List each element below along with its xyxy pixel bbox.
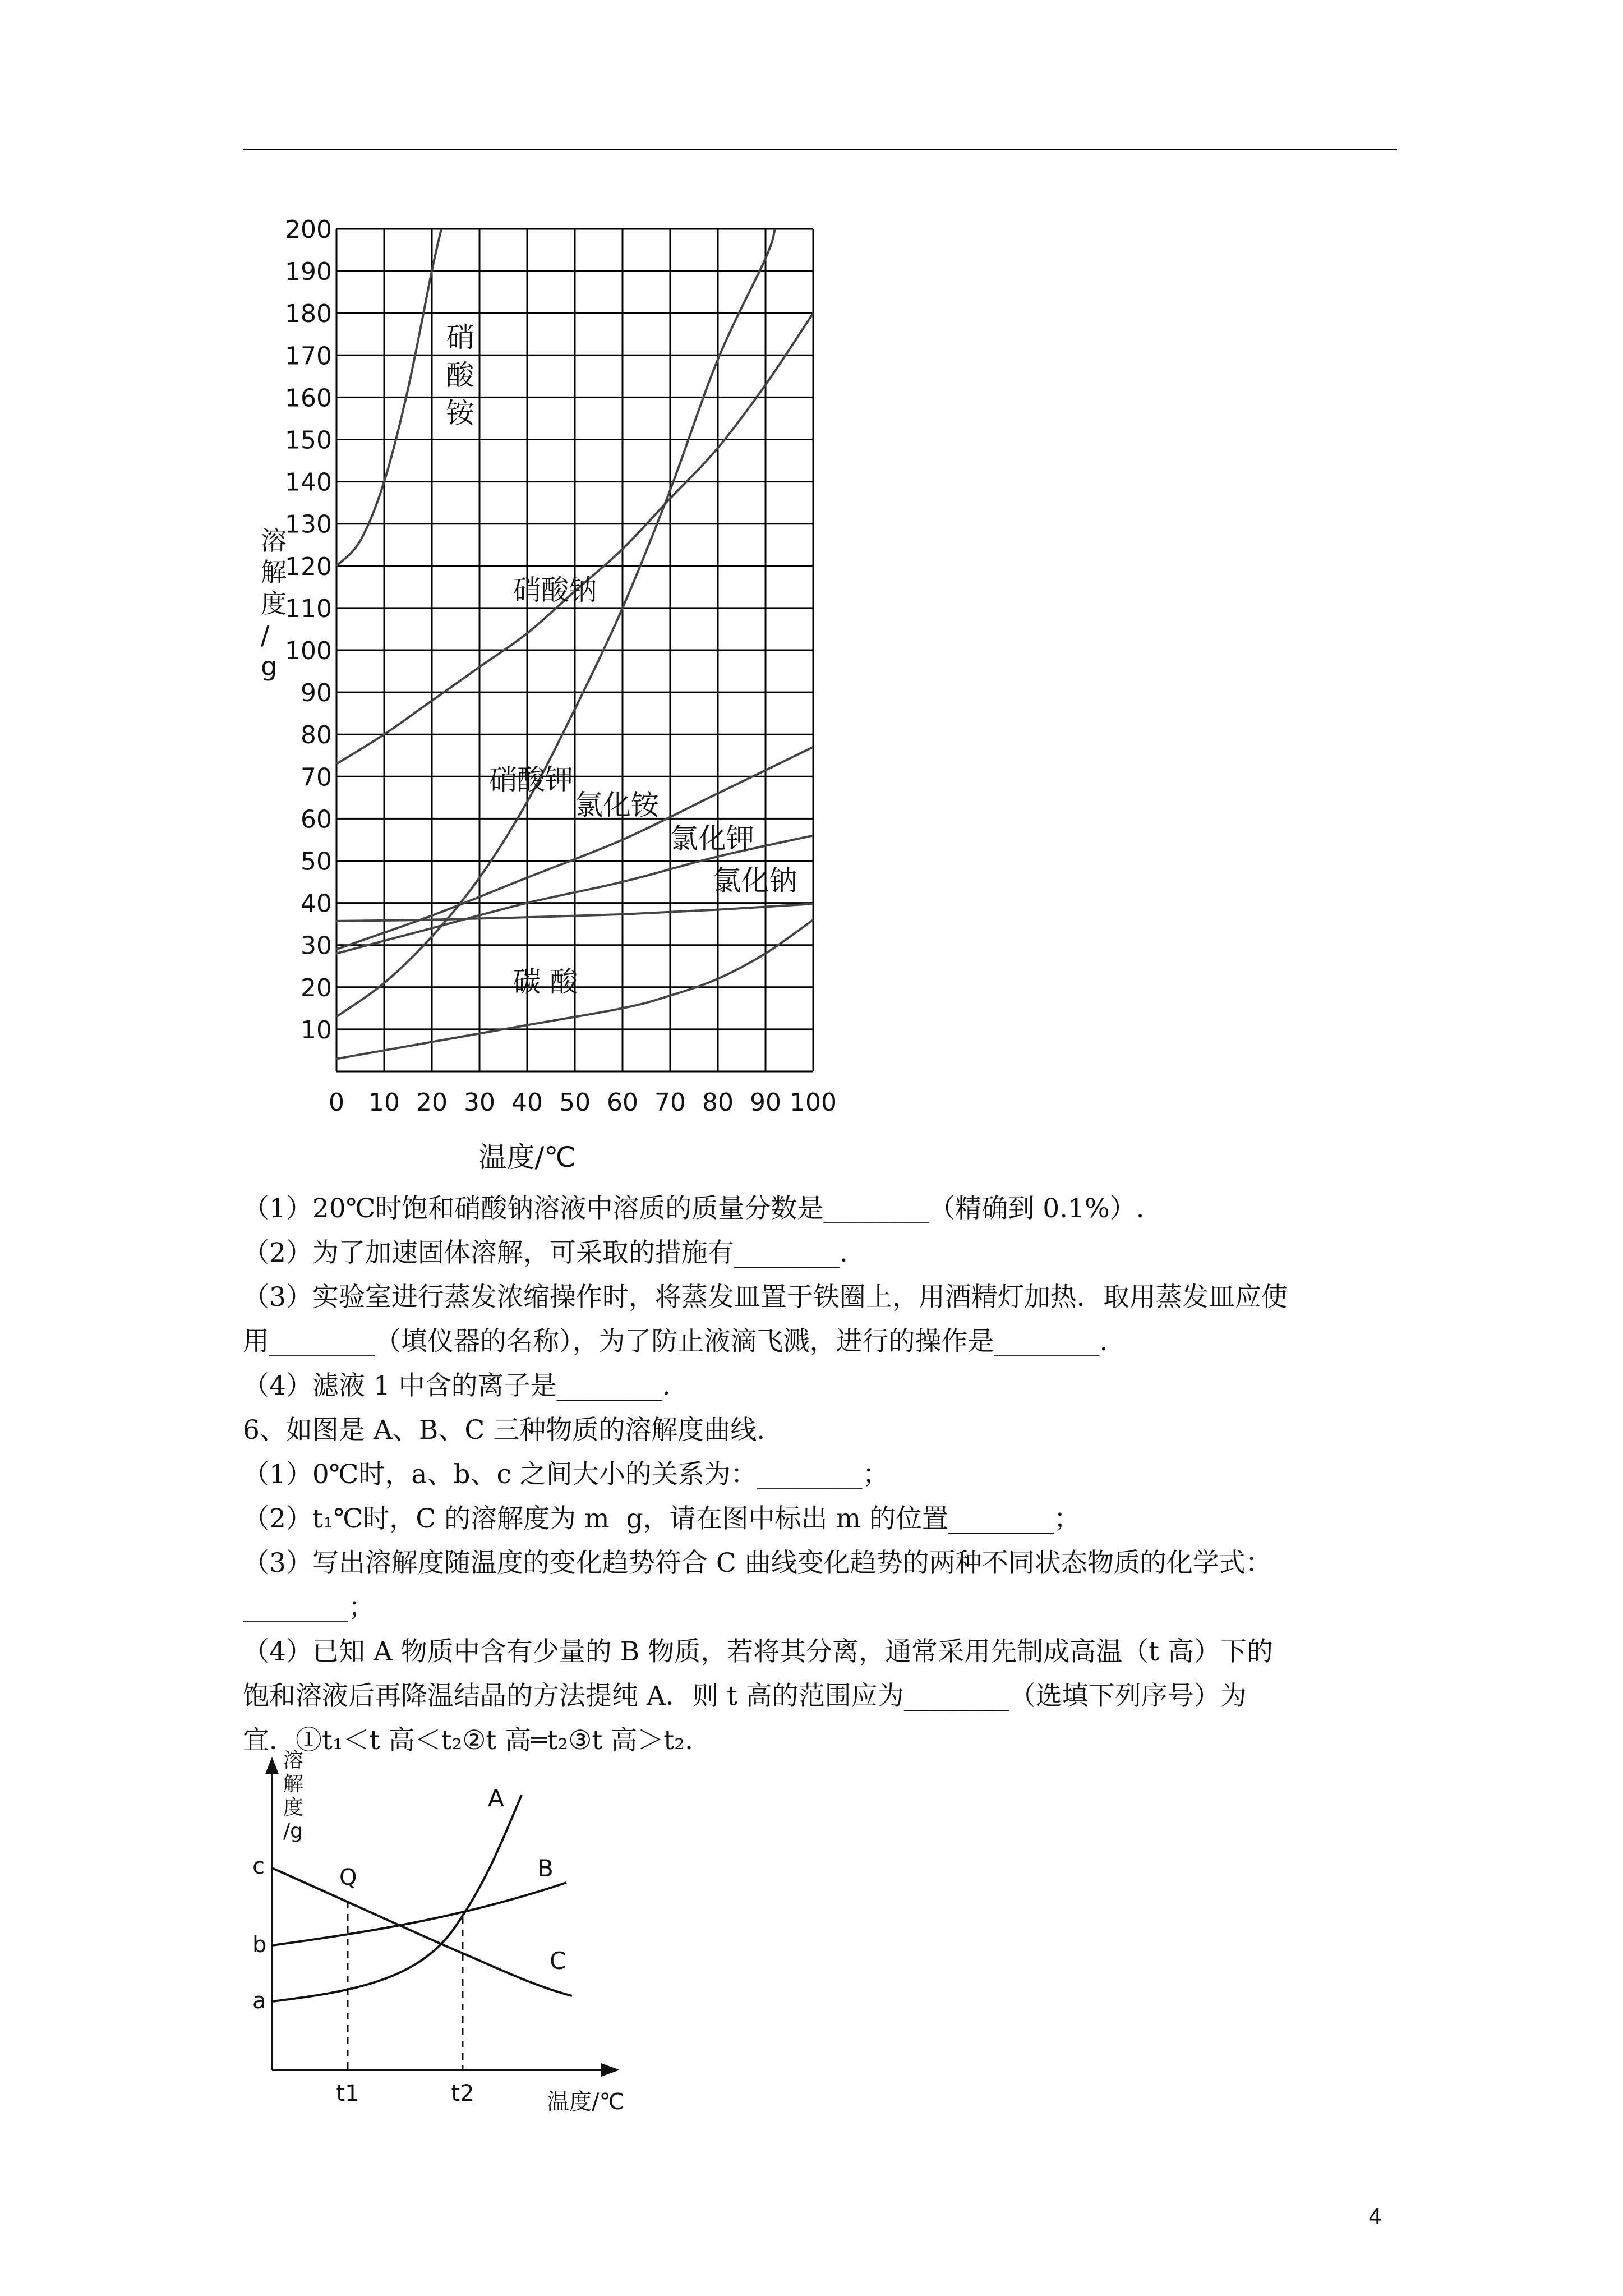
y-axis-label-char: /g: [283, 1820, 303, 1843]
series-label: A: [488, 1784, 504, 1812]
curve-label: 硝酸钠: [513, 573, 597, 606]
series-label: B: [537, 1855, 554, 1882]
y-tick-label: 170: [285, 342, 332, 371]
y-tick-label: 140: [285, 468, 332, 497]
y-axis-arrow-icon: [265, 1757, 279, 1774]
curve-label: 碳 酸: [513, 965, 578, 999]
y-tick-label: 150: [285, 426, 332, 455]
question-text: [243, 1186, 1398, 1763]
page-number: 4: [1368, 2205, 1382, 2229]
y-tick-label: a: [252, 1988, 266, 2014]
x-tick-label: 80: [702, 1088, 734, 1117]
abc-solubility-chart: [236, 1739, 673, 2132]
series-curve-b: [272, 1883, 566, 1945]
x-tick-label: 90: [750, 1088, 781, 1117]
y-tick-label: c: [252, 1853, 265, 1879]
x-tick-label: 70: [654, 1088, 686, 1117]
y-tick-label: b: [252, 1932, 267, 1958]
point-label-q: Q: [339, 1865, 357, 1890]
x-tick-label: 10: [368, 1088, 400, 1117]
q5-part1: （1）20℃时饱和硝酸钠溶液中溶质的质量分数是________（精确到 0.1%）.: [243, 1193, 1145, 1224]
curve-label: 硝: [446, 321, 474, 354]
q5-part4: （4）滤液 1 中含的离子是________.: [243, 1370, 671, 1401]
q6-title: 6、如图是 A、B、C 三种物质的溶解度曲线.: [243, 1415, 766, 1446]
q6-part3-line1: （3）写出溶解度随温度的变化趋势符合 C 曲线变化趋势的两种不同状态物质的化学式：: [243, 1548, 1272, 1579]
x-tick-label: 20: [416, 1088, 448, 1117]
header-rule: [243, 149, 1397, 150]
series-label: C: [550, 1947, 566, 1975]
y-tick-label: 50: [301, 847, 332, 876]
x-axis-arrow-icon: [601, 2063, 620, 2077]
x-axis-label: 温度/℃: [478, 1141, 576, 1174]
x-tick-label: t1: [336, 2081, 359, 2106]
y-axis-label-char: 溶: [283, 1749, 304, 1772]
curve-label: 硝酸钾: [489, 763, 573, 796]
q5-part3-line2: 用________（填仪器的名称），为了防止液滴飞溅，进行的操作是________.: [243, 1326, 1108, 1357]
y-tick-label: 10: [301, 1015, 332, 1045]
y-axis-label-char: 度: [283, 1796, 304, 1819]
y-tick-label: 120: [285, 552, 332, 581]
y-tick-label: 40: [301, 889, 332, 918]
curve-label: 氯化铵: [575, 788, 659, 821]
y-axis-label-char: g: [261, 651, 278, 682]
solubility-chart: [236, 213, 869, 1178]
y-axis-label-char: 度: [261, 588, 287, 619]
y-axis-label-char: 溶: [261, 526, 287, 556]
series-curve-a: [272, 1795, 522, 2001]
y-axis-label: [261, 526, 287, 682]
x-axis-label: 温度/℃: [547, 2089, 625, 2115]
curve-label: 铵: [446, 397, 474, 430]
q5-part3-line1: （3）实验室进行蒸发浓缩操作时，将蒸发皿置于铁圈上，用酒精灯加热．取用蒸发皿应使: [243, 1282, 1288, 1313]
y-tick-label: 80: [301, 721, 332, 750]
y-tick-label: 20: [301, 973, 332, 1002]
y-axis-label-char: 解: [283, 1773, 304, 1796]
q6-part2: （2）t₁℃时，C 的溶解度为 m g，请在图中标出 m 的位置________；: [243, 1503, 1081, 1534]
y-tick-label: 70: [301, 763, 332, 792]
q6-part4-line1: （4）已知 A 物质中含有少量的 B 物质，若将其分离，通常采用先制成高温（t 高）下的: [243, 1636, 1273, 1667]
series-curve-potassium-nitrate: [336, 229, 775, 1016]
y-tick-label: 100: [285, 637, 332, 665]
y-tick-label: 110: [285, 594, 332, 623]
y-tick-label: 180: [285, 300, 332, 329]
y-axis-label-char: /: [261, 620, 270, 650]
curve-label: 氯化钾: [670, 822, 754, 855]
q6-part3-line2: ________；: [243, 1592, 375, 1623]
x-tick-label: 100: [790, 1088, 837, 1117]
x-tick-label: 0: [329, 1088, 344, 1117]
x-tick-label: 50: [559, 1088, 591, 1117]
q6-part4-line3: 宜．①t₁＜t 高＜t₂②t 高═t₂③t 高＞t₂.: [243, 1725, 693, 1756]
x-tick-label: t2: [451, 2081, 474, 2106]
y-tick-label: 160: [285, 384, 332, 413]
y-tick-label: 130: [285, 510, 332, 539]
y-tick-label: 60: [301, 805, 332, 834]
y-tick-label: 90: [301, 679, 332, 708]
series-curve-c: [272, 1868, 572, 1996]
q5-part2: （2）为了加速固体溶解，可采取的措施有________.: [243, 1237, 848, 1268]
curve-label: 氯化钠: [713, 864, 797, 898]
q6-part4-line2: 饱和溶液后再降温结晶的方法提纯 A．则 t 高的范围应为________（选填下列序号）为: [243, 1681, 1247, 1711]
y-axis-label: [283, 1749, 303, 1843]
q6-part1: （1）0℃时，a、b、c 之间大小的关系为：________；: [243, 1459, 889, 1490]
x-tick-label: 40: [511, 1088, 543, 1117]
x-tick-label: 30: [464, 1088, 495, 1117]
y-tick-label: 30: [301, 931, 332, 960]
y-tick-label: 190: [285, 257, 332, 287]
y-tick-label: 200: [285, 215, 332, 244]
x-tick-label: 60: [607, 1088, 638, 1117]
y-axis-label-char: 解: [261, 557, 287, 587]
curve-label: 酸: [446, 358, 474, 392]
